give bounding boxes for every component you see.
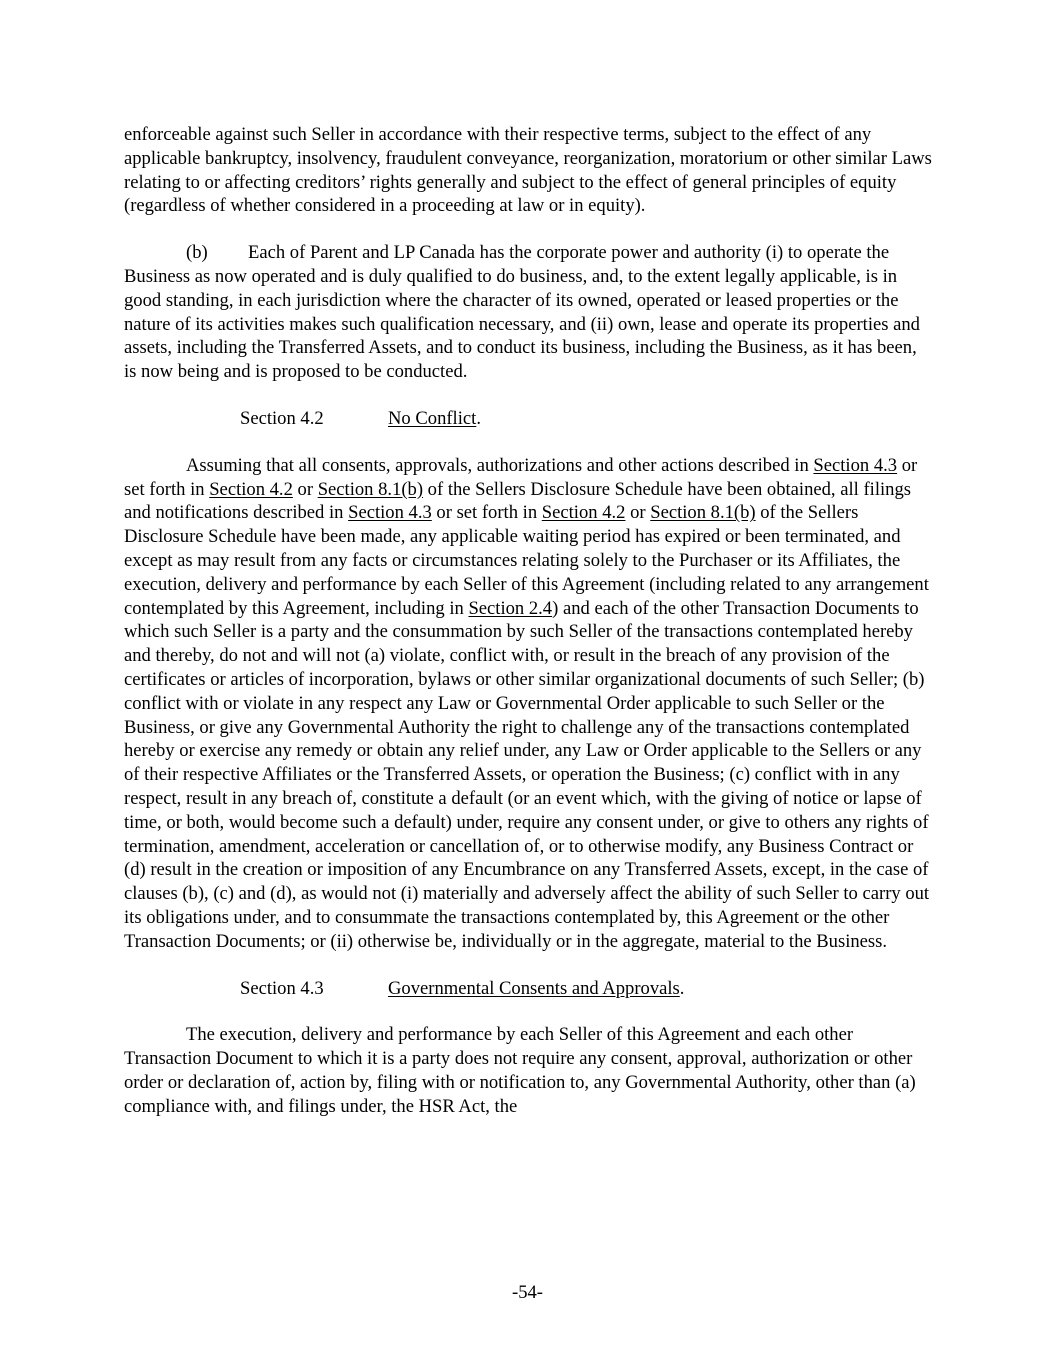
body-text: or set forth in (431, 502, 542, 524)
section-4-2-number: Section 4.2 (240, 407, 324, 429)
cross-reference-link[interactable]: Section 8.1(b) (650, 502, 756, 524)
cross-reference-link[interactable]: Section 4.3 (813, 454, 898, 476)
cross-reference-link[interactable]: Section 4.2 (541, 502, 626, 524)
cross-reference-link[interactable]: Section 2.4 (468, 597, 553, 619)
body-text: ) and each of the other Transaction Documents to which such Seller is a party and the consummation by such Seller of the transactions contemplated hereby and thereby, do not and will not (a) violate, conflict with, or result in the breach of any provision of the certificates or articles of incorporation, bylaws or other similar organizational documents of such Seller; (b) conflict with or violate in any respect any Law or Governmental Order applicable to such Seller or the Business, or give any Governmental Authority the right to challenge any of the transactions contemplated hereby or exercise any remedy or obtain any relief under, any Law or Order applicable to the Sellers or any of their respective Affiliates or the Transferred Assets, or operation the Business; (c) conflict with in any respect, result in any breach of, constitute a default (or an event which, with the giving of notice or lapse of time, or both, would become such a default) under, require any consent under, or give to others any rights of termination, amendment, acceleration or cancellation of, or to otherwise modify, any Business Contract or (d) result in the creation or imposition of any Encumbrance on any Transferred Assets, except, in the case of clauses (b), (c) and (d), as would not (i) materially and adversely affect the ability of such Seller to carry out its obligations under, and to consummate the transactions contemplated by, this Agreement or the other Transaction Documents; or (ii) otherwise be, individually or in the aggregate, material to the Business. (124, 597, 930, 952)
cross-reference-link[interactable]: Section 4.3 (348, 502, 432, 524)
paragraph-b-label: (b) (186, 242, 208, 264)
cross-reference-link[interactable]: Section 4.2 (209, 478, 293, 500)
body-text: of the Sellers Disclosure Schedule have been made, any applicable waiting period has expired or been terminated, and except as may result from any facts or circumstances relating solely to the Purchaser or its Affiliates, the execution, delivery and performance by each Seller of this Agreement (including related to any arrangement contemplated by this Agreement, including in (124, 502, 929, 619)
section-4-2-heading (240, 407, 932, 431)
page-number: -54- (512, 1282, 543, 1303)
section-4-2-body (124, 454, 932, 954)
document-page (124, 123, 932, 1118)
paragraph-b (124, 241, 932, 384)
body-text: Assuming that all consents, approvals, authorizations and other actions described in (186, 454, 814, 476)
body-text: or (625, 502, 651, 524)
paragraph-enforceability: enforceable against such Seller in accordance with their respective terms, subject to the effect of any applicable bankruptcy, insolvency, fraudulent conveyance, reorganization, moratorium or other similar Laws relating to or affecting creditors’ rights generally and subject to the effect of general principles of equity (regardless of whether considered in a proceeding at law or in equity). (124, 124, 932, 217)
cross-reference-link[interactable]: Section 8.1(b) (317, 478, 424, 500)
section-4-3-heading (240, 977, 932, 1001)
section-4-3-number: Section 4.3 (240, 977, 324, 999)
section-4-3-period: . (679, 977, 685, 999)
paragraph-b-text: Each of Parent and LP Canada has the corporate power and authority (i) to operate the Business as now operated and is duly qualified to do business, and, to the extent legally applicable, is in good standing, in each jurisdiction where the character of its owned, operated or leased properties or the nature of its activities makes such qualification necessary, and (ii) own, lease and operate its properties and assets, including the Transferred Assets, and to conduct its business, including the Business, as it has been, is now being and is proposed to be conducted. (124, 242, 920, 383)
section-4-3-body: The execution, delivery and performance by each Seller of this Agreement and each other Transaction Document to which it is a party does not require any consent, approval, authorization or other order or declaration of, action by, filing with or notification to, any Governmental Authority, other than (a) compliance with, and filings under, the HSR Act, the (124, 1024, 916, 1117)
body-text: or set forth in (124, 454, 918, 500)
section-4-2-title: No Conflict (388, 407, 477, 429)
section-4-2-period: . (476, 407, 481, 429)
body-text: of the Sellers Disclosure Schedule have been obtained, all filings and notifications described in (124, 478, 911, 524)
body-text: or (292, 478, 318, 500)
section-4-3-title: Governmental Consents and Approvals (388, 977, 680, 999)
